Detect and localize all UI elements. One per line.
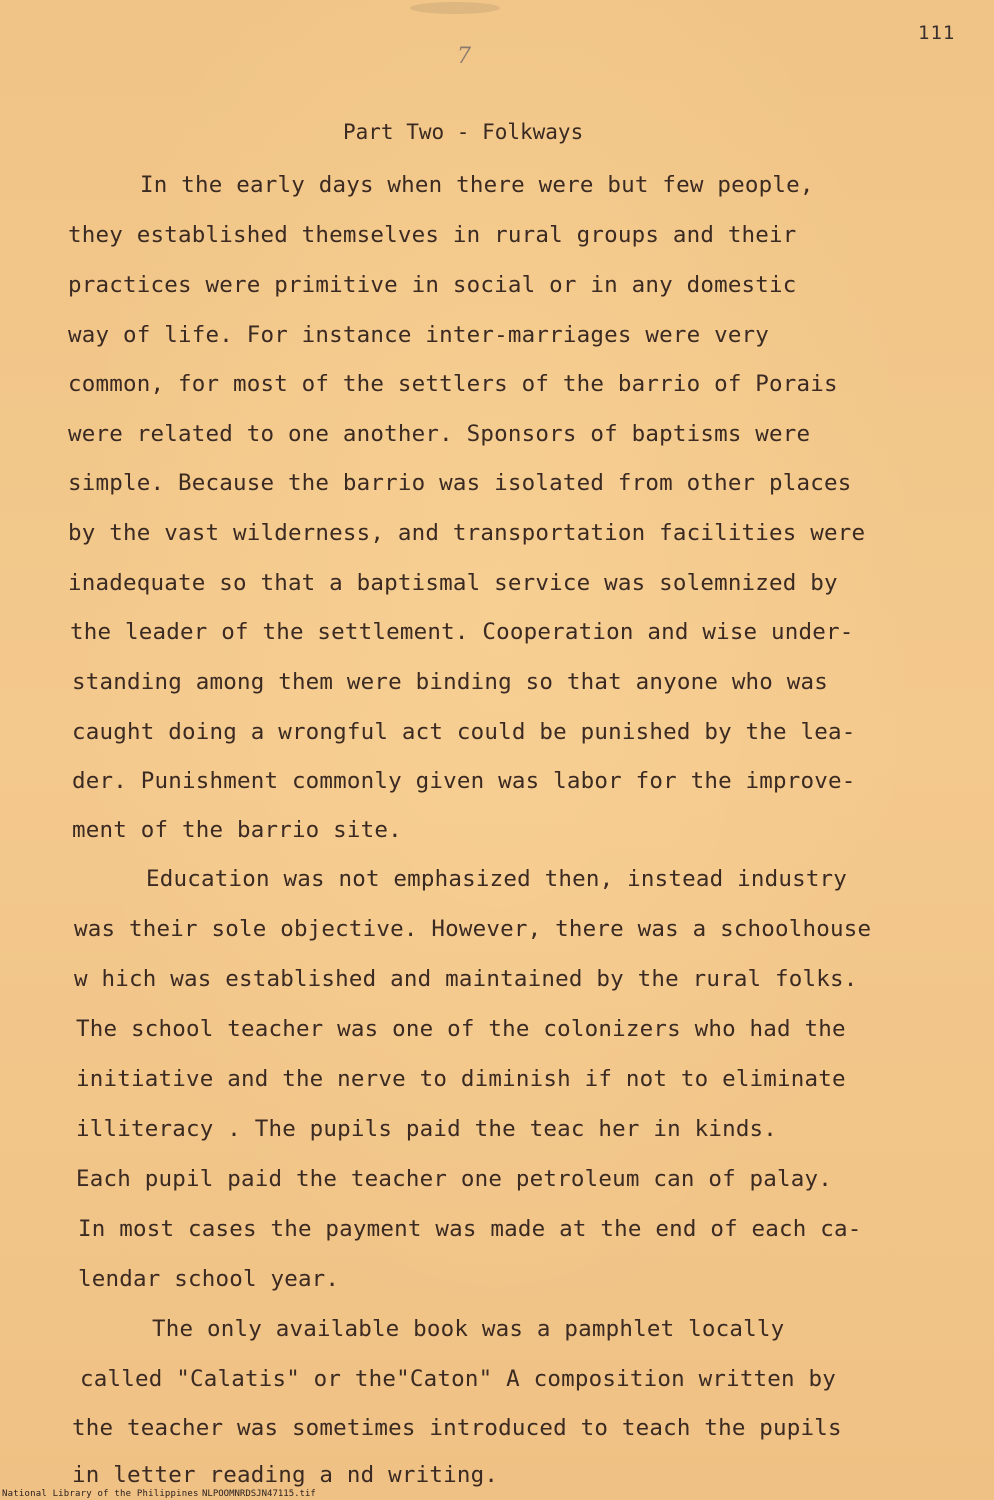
body-line: called "Calatis" or the"Caton" A composition written by bbox=[80, 1366, 837, 1392]
body-line: by the vast wilderness, and transportation facilities were bbox=[68, 520, 866, 546]
body-line: der. Punishment commonly given was labor for the improve- bbox=[72, 768, 856, 794]
library-footer: National Library of the Philippines bbox=[2, 1489, 199, 1499]
body-line: caught doing a wrongful act could be punished by the lea- bbox=[72, 719, 856, 745]
page-number: 111 bbox=[918, 22, 956, 44]
body-line: standing among them were binding so that anyone who was bbox=[72, 669, 829, 695]
body-line: ment of the barrio site. bbox=[72, 817, 402, 843]
body-line: Each pupil paid the teacher one petroleum can of palay. bbox=[76, 1166, 833, 1192]
body-line: w hich was established and maintained by the rural folks. bbox=[74, 966, 858, 992]
body-line: was their sole objective. However, there was a schoolhouse bbox=[74, 916, 872, 942]
body-line: the leader of the settlement. Cooperation and wise under- bbox=[70, 619, 854, 645]
body-line: The school teacher was one of the colonizers who had the bbox=[76, 1016, 846, 1042]
body-line: lendar school year. bbox=[78, 1266, 340, 1292]
body-line: the teacher was sometimes introduced to teach the pupils bbox=[72, 1415, 842, 1441]
body-line: were related to one another. Sponsors of baptisms were bbox=[68, 421, 811, 447]
body-line: In most cases the payment was made at the end of each ca- bbox=[78, 1216, 862, 1242]
file-id-footer: NLPOOMNRDSJN47115.tif bbox=[202, 1489, 316, 1499]
body-line: simple. Because the barrio was isolated from other places bbox=[68, 470, 852, 496]
body-line: in letter reading a nd writing. bbox=[72, 1462, 499, 1488]
body-line: In the early days when there were but few people, bbox=[140, 172, 814, 198]
body-line: inadequate so that a baptismal service was solemnized by bbox=[68, 570, 838, 596]
body-line: Education was not emphasized then, instead industry bbox=[146, 866, 848, 892]
section-heading: Part Two - Folkways bbox=[343, 120, 584, 144]
body-line: way of life. For instance inter-marriages were very bbox=[68, 322, 770, 348]
body-line: illiteracy . The pupils paid the teac her in kinds. bbox=[76, 1116, 778, 1142]
ink-smudge bbox=[410, 2, 500, 14]
body-line: The only available book was a pamphlet locally bbox=[152, 1316, 785, 1342]
pencil-annotation: 7 bbox=[457, 44, 471, 69]
body-line: common, for most of the settlers of the barrio of Porais bbox=[68, 371, 838, 397]
body-line: practices were primitive in social or in any domestic bbox=[68, 272, 797, 298]
body-line: they established themselves in rural groups and their bbox=[68, 222, 797, 248]
body-line: initiative and the nerve to diminish if not to eliminate bbox=[76, 1066, 846, 1092]
